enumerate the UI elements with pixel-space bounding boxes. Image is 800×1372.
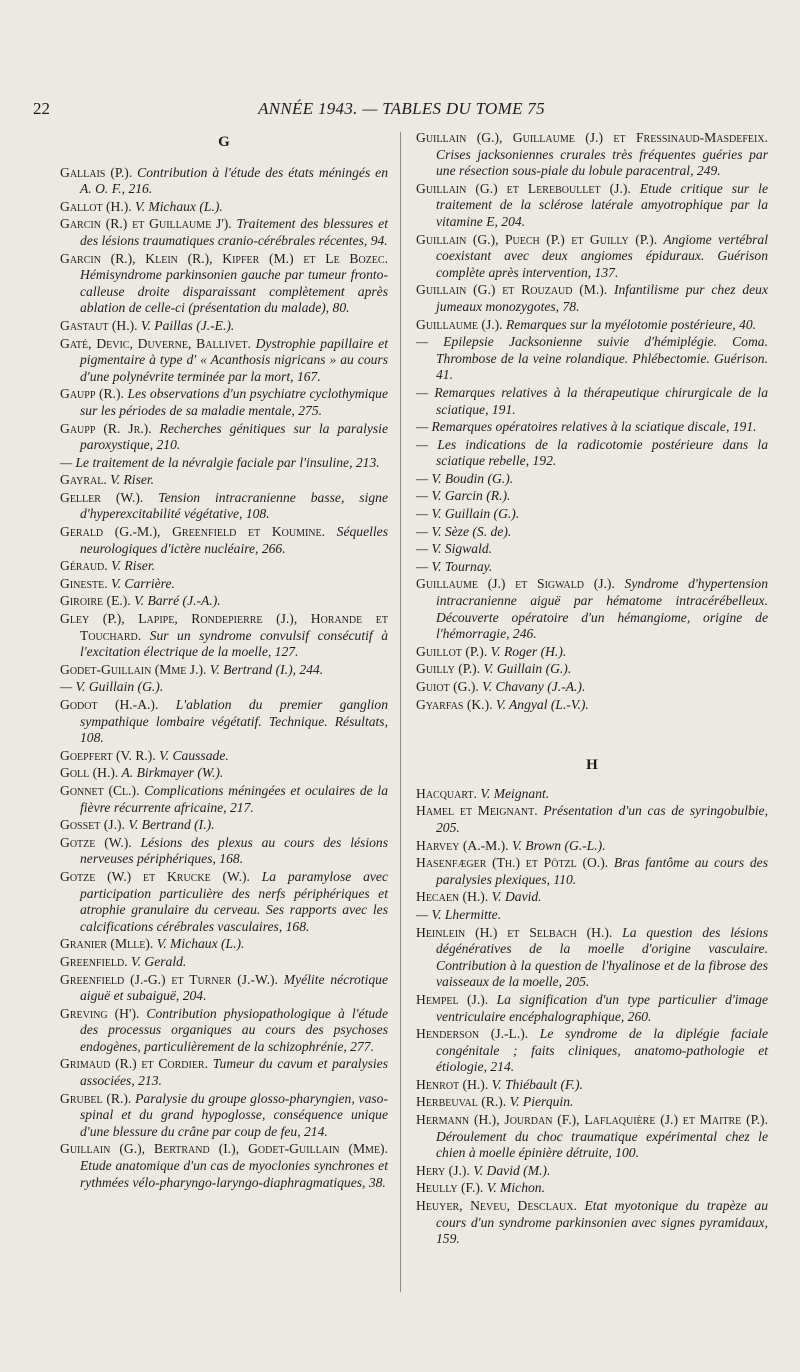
- entry-title: Sur un syndrome convulsif consécutif à l'excitation électrique de la moelle, 127.: [80, 627, 388, 660]
- index-entry: [60, 662, 388, 679]
- index-entry: [60, 817, 388, 834]
- index-entry: [60, 318, 388, 335]
- entry-author: Godet-Guillain (Mme J.).: [60, 661, 207, 677]
- entry-author: Goll (H.).: [60, 765, 119, 781]
- entry-title: Contribution à l'étude des états méningés en A. O. F., 216.: [80, 164, 389, 197]
- index-entry: [60, 251, 388, 317]
- entry-title: V. Angyal (L.-V.).: [492, 696, 589, 712]
- entry-title: Infantilisme pur chez deux jumeaux monozygotes, 78.: [436, 282, 768, 314]
- index-entry: [60, 748, 388, 765]
- section-letter-h: H: [586, 757, 598, 774]
- entry-author: Gotze (W.).: [60, 834, 132, 850]
- entry-author: Gaupp (R.).: [60, 386, 124, 402]
- entry-title: V. Meignant.: [476, 785, 550, 801]
- entry-title: V. Paillas (J.-E.).: [137, 317, 235, 333]
- entry-author: Guillain (G.), Puech (P.) et Guilly (P.).: [416, 231, 658, 247]
- entry-author: Henderson (J.-L.).: [416, 1026, 529, 1042]
- entry-title: V. Michon.: [483, 1180, 545, 1196]
- index-entry: [416, 1026, 768, 1076]
- entry-author: Granier (Mlle).: [60, 936, 154, 952]
- entry-title: — V. Garcin (R.).: [416, 488, 511, 504]
- entry-title: — V. Boudin (G.).: [416, 470, 514, 486]
- entry-title: La signification d'un type particulier d'image ventriculaire encéphalographique, 260.: [436, 991, 768, 1024]
- index-entry: [60, 936, 388, 953]
- index-entry: [416, 855, 768, 888]
- index-entry: [60, 835, 388, 868]
- index-entry: [416, 1094, 768, 1111]
- index-entry: [60, 165, 388, 198]
- entry-title: — V. Guillain (G.).: [416, 506, 520, 522]
- entry-title: V. Michaux (L.).: [153, 936, 245, 952]
- index-entry: [416, 385, 768, 418]
- entry-title: V. Gerald.: [127, 953, 187, 969]
- entry-author: Garcin (R.), Klein (R.), Kipfer (M.) et Le Bozec.: [60, 250, 388, 266]
- left-entries: [60, 165, 388, 1192]
- right-entries-g: [416, 130, 768, 713]
- index-entry: [416, 232, 768, 282]
- entry-author: Hacquart.: [416, 785, 477, 801]
- index-entry: [60, 216, 388, 249]
- entry-title: La paramylose avec participation particulière des nerfs périphériques et atrophie granulaire du cerveau. Ses rapports avec les calcifications cérébrales vasculaires, 168.: [80, 868, 388, 934]
- entry-title: — Remarques relatives à la thérapeutique chirurgicale de la sciatique, 191.: [416, 384, 768, 417]
- entry-author: Guillain (G.) et Rouzaud (M.).: [416, 282, 608, 298]
- entry-author: Harvey (A.-M.).: [416, 837, 509, 853]
- entry-author: Hamel et Meignant.: [416, 803, 538, 819]
- entry-title: V. David (M.).: [469, 1162, 551, 1178]
- index-entry: [416, 838, 768, 855]
- entry-title: L'ablation du premier ganglion sympathique lombaire végétatif. Technique. Résultats, 108.: [80, 697, 388, 746]
- entry-author: Goepfert (V. R.).: [60, 747, 156, 763]
- entry-title: A. Birkmayer (W.).: [118, 765, 224, 781]
- entry-title: Le syndrome de la diplégie faciale congénitale ; faits cliniques, anatomo-pathologie et étiologie, 214.: [436, 1026, 769, 1075]
- index-entry: [60, 558, 388, 575]
- index-entry: [416, 992, 768, 1025]
- entry-title: V. David.: [488, 889, 542, 905]
- entry-author: Guillain (G.), Guillaume (J.) et Fressinaud-Masdefeix.: [416, 130, 768, 145]
- index-entry: [416, 1198, 768, 1248]
- entry-title: V. Riser.: [107, 558, 156, 574]
- page-header: [33, 99, 770, 125]
- entry-title: — Le traitement de la névralgie faciale par l'insuline, 213.: [60, 454, 380, 470]
- entry-title: V. Bertrand (I.).: [124, 817, 215, 833]
- index-entry: [416, 925, 768, 991]
- entry-title: Etude critique sur le traitement de la sclérose latérale amyotrophique par la vitamine E, 204.: [436, 180, 768, 229]
- entry-title: V. Caussade.: [155, 747, 229, 763]
- running-title: ANNÉE 1943. — TABLES DU TOME 75: [258, 99, 545, 118]
- entry-title: V. Roger (H.).: [487, 643, 567, 659]
- entry-title: V. Riser.: [106, 472, 155, 488]
- entry-title: Remarques sur la myélotomie postérieure, 40.: [502, 316, 757, 332]
- index-entry: [416, 437, 768, 470]
- index-entry: [60, 1056, 388, 1089]
- entry-author: Guillaume (J.) et Sigwald (J.).: [416, 576, 615, 592]
- index-entry: [416, 559, 768, 576]
- index-entry: [416, 786, 768, 803]
- index-entry: [60, 1141, 388, 1191]
- index-entry: [60, 336, 388, 386]
- index-entry: [60, 1006, 388, 1056]
- entry-title: Déroulement du choc traumatique expérimental chez le chien à moelle épinière détruite, 100.: [436, 1128, 768, 1161]
- entry-author: Gaupp (R. Jr.).: [60, 420, 152, 436]
- entry-author: Gallais (P.).: [60, 164, 133, 180]
- entry-title: Etude anatomique d'un cas de myoclonies synchrones et rythmées vélo-pharyngo-laryngo-diaphragmatiques, 38.: [80, 1158, 388, 1190]
- index-entry: [60, 386, 388, 419]
- entry-title: — Les indications de la radicotomie postérieure dans la sciatique rebelle, 192.: [416, 436, 768, 469]
- index-entry: [60, 1091, 388, 1141]
- entry-author: Hempel (J.).: [416, 991, 489, 1007]
- index-entry: [60, 421, 388, 454]
- entry-title: V. Barré (J.-A.).: [130, 593, 221, 609]
- entry-title: V. Michaux (L.).: [131, 198, 223, 214]
- entry-author: Hermann (H.), Jourdan (F.), Laflaquière (J.) et Maitre (P.).: [416, 1112, 768, 1128]
- index-entry: [60, 576, 388, 593]
- index-entry: [60, 954, 388, 971]
- index-entry: [416, 803, 768, 836]
- entry-title: La question des lésions dégénératives de la moelle d'origine vasculaire. Contribution à la question de l'hyalinose et de la fibrose des vaisseaux de la moelle, 205.: [436, 924, 768, 990]
- index-entry: [60, 472, 388, 489]
- entry-title: Contribution physiopathologique à l'étude des processus organiques au cours des psychoses endogènes, particulièrement de la schizophrénie, 277.: [80, 1005, 388, 1054]
- index-entry: [416, 907, 768, 924]
- entry-author: Gonnet (Cl.).: [60, 782, 140, 798]
- entry-author: Hasenfæger (Th.) et Pötzl (O.).: [416, 855, 609, 871]
- index-entry: [60, 524, 388, 557]
- index-entry: [416, 471, 768, 488]
- index-entry: [60, 869, 388, 935]
- entry-author: Guillaume (J.).: [416, 316, 503, 332]
- index-entry: [416, 644, 768, 661]
- entry-author: Heinlein (H.) et Selbach (H.).: [416, 924, 613, 940]
- entry-author: Greenfield (J.-G.) et Turner (J.-W.).: [60, 971, 278, 987]
- index-entry: [60, 611, 388, 661]
- entry-title: — V. Sigwald.: [416, 541, 493, 557]
- entry-author: Guillain (G.), Bertrand (I.), Godet-Guillain (Mme).: [60, 1141, 388, 1157]
- index-entry: [416, 130, 768, 180]
- entry-author: Guiot (G.).: [416, 679, 479, 694]
- entry-title: V. Thiébault (F.).: [488, 1076, 583, 1092]
- entry-title: Présentation d'un cas de syringobulbie, 205.: [436, 803, 768, 835]
- index-entry: [416, 679, 768, 696]
- index-entry: [416, 282, 768, 315]
- entry-title: Bras fantôme au cours des paralysies plexiques, 110.: [436, 855, 769, 887]
- index-entry: [416, 181, 768, 231]
- entry-title: V. Brown (G.-L.).: [508, 837, 606, 853]
- index-entry: [416, 661, 768, 678]
- entry-author: Geller (W.).: [60, 489, 144, 505]
- entry-title: V. Guillain (G.).: [480, 661, 572, 677]
- entry-author: Giroire (E.).: [60, 593, 131, 609]
- entry-title: Les observations d'un psychiatre cyclothymique sur les périodes de sa maladie mentale, 275.: [80, 386, 388, 418]
- index-entry: [416, 524, 768, 541]
- entry-title: Crises jacksoniennes crurales très fréquentes guéries par une résection sous-piale du lobule paracentral, 249.: [436, 146, 768, 179]
- index-entry: [60, 593, 388, 610]
- index-entry: [416, 576, 768, 642]
- entry-title: — V. Lhermitte.: [416, 906, 502, 922]
- left-column: [60, 130, 388, 1192]
- entry-author: Géraud.: [60, 558, 108, 574]
- entry-title: Syndrome d'hypertension intracranienne aiguë par hématome intracérébelleux. Découverte opératoire d'un hémangiome, origine de l'hémorragie, 246.: [436, 576, 769, 642]
- entry-title: — V. Guillain (G.).: [60, 679, 164, 695]
- entry-title: Tension intracranienne basse, signe d'hyperexcitabilité végétative, 108.: [80, 489, 388, 522]
- entry-title: Myélite nécrotique aiguë et subaiguë, 204.: [80, 971, 388, 1004]
- entry-author: Garcin (R.) et Guillaume J').: [60, 216, 232, 232]
- entry-title: Complications méningées et oculaires de la fièvre récurrente africaine, 217.: [80, 782, 388, 815]
- entry-title: Recherches génitiques sur la paralysie paroxystique, 210.: [80, 420, 388, 453]
- entry-title: V. Bertrand (I.), 244.: [206, 661, 324, 677]
- entry-title: — Epilepsie Jacksonienne suivie d'hémiplégie. Coma. Thrombose de la veine rolandique. Phlébectomie. Guérison. 41.: [416, 334, 768, 383]
- entry-title: Etat myotonique du trapèze au cours d'un syndrome parkinsonien avec signes pyramidaux, 159.: [436, 1198, 769, 1247]
- index-entry: [416, 889, 768, 906]
- entry-author: Gyarfas (K.).: [416, 696, 493, 712]
- index-entry: [416, 317, 768, 334]
- entry-title: Traitement des blessures et des lésions traumatiques cranio-cérébrales récentes, 94.: [80, 216, 388, 248]
- index-entry: [60, 765, 388, 782]
- index-entry: [416, 1077, 768, 1094]
- entry-title: — V. Sèze (S. de).: [416, 523, 512, 539]
- entry-title: Séquelles neurologiques d'ictère nucléaire, 266.: [80, 524, 388, 556]
- index-entry: [60, 490, 388, 523]
- index-entry: [416, 334, 768, 384]
- index-entry: [416, 1180, 768, 1197]
- entry-author: Guilly (P.).: [416, 661, 481, 677]
- right-column: [416, 130, 768, 1249]
- entry-author: Guillot (P.).: [416, 643, 488, 659]
- entry-title: Dystrophie papillaire et pigmentaire à type d' « Acanthosis nigricans » au cours d'une polynévrite terminée par la mort, 167.: [80, 335, 388, 384]
- entry-author: Heully (F.).: [416, 1180, 484, 1196]
- entry-author: Grimaud (R.) et Cordier.: [60, 1056, 208, 1072]
- entry-author: Herbeuval (R.).: [416, 1094, 507, 1110]
- entry-author: Gineste.: [60, 575, 108, 591]
- entry-title: — V. Tournay.: [416, 558, 493, 574]
- entry-author: Hery (J.).: [416, 1162, 470, 1178]
- index-entry: [60, 455, 388, 472]
- entry-author: Godot (H.-A.).: [60, 697, 159, 712]
- index-entry: [416, 1112, 768, 1162]
- index-entry: [416, 506, 768, 523]
- section-letter-g: G: [218, 134, 230, 150]
- index-entry: [60, 199, 388, 216]
- entry-title: — Remarques opératoires relatives à la sciatique discale, 191.: [416, 419, 757, 435]
- index-entry: [60, 679, 388, 696]
- entry-title: Tumeur du cavum et paralysies associées, 213.: [80, 1056, 388, 1089]
- entry-title: Lésions des plexus au cours des lésions nerveuses périphériques, 168.: [80, 834, 388, 867]
- entry-author: Gallot (H.).: [60, 198, 132, 214]
- entry-author: Gastaut (H.).: [60, 317, 138, 333]
- entry-author: Gaté, Devic, Duverne, Ballivet.: [60, 335, 251, 351]
- index-entry: [60, 783, 388, 816]
- entry-author: Guillain (G.) et Lereboullet (J.).: [416, 180, 631, 196]
- entry-title: Hémisyndrome parkinsonien gauche par tumeur fronto-calleuse droite disparaissant complètement après ablation de celle-ci (présentation du malade), 80.: [80, 267, 388, 316]
- column-divider: [400, 132, 401, 1292]
- entry-author: Gayral.: [60, 472, 107, 488]
- entry-author: Greenfield.: [60, 953, 128, 969]
- right-entries-h: [416, 786, 768, 1248]
- entry-title: Angiome vertébral coexistant avec deux angiomes épiduraux. Guérison complète après intervention, 137.: [436, 231, 768, 280]
- entry-author: Heuyer, Neveu, Desclaux.: [416, 1198, 577, 1214]
- entry-author: Gotze (W.) et Krucke (W.).: [60, 868, 250, 884]
- index-entry: [416, 697, 768, 714]
- entry-author: Grubel (R.).: [60, 1090, 132, 1106]
- entry-title: V. Pierquin.: [506, 1094, 574, 1110]
- entry-author: Henrot (H.).: [416, 1076, 489, 1092]
- entry-author: Hecaen (H.).: [416, 889, 489, 905]
- entry-title: V. Chavany (J.-A.).: [478, 679, 586, 694]
- page-number: 22: [33, 99, 50, 118]
- entry-author: Gosset (J.).: [60, 817, 125, 833]
- index-entry: [60, 972, 388, 1005]
- index-entry: [416, 419, 768, 436]
- entry-author: Gerald (G.-M.), Greenfield et Koumine.: [60, 524, 326, 540]
- index-entry: [60, 697, 388, 747]
- entry-author: Greving (H').: [60, 1005, 140, 1021]
- entry-title: Paralysie du groupe glosso-pharyngien, vaso-spinal et du grand hypoglosse, conséquence unique d'une blessure du crâne par coup de feu, 214.: [80, 1090, 388, 1139]
- index-entry: [416, 488, 768, 505]
- index-entry: [416, 1163, 768, 1180]
- index-entry: [416, 541, 768, 558]
- entry-author: Gley (P.), Lapipe, Rondepierre (J.), Horande et Touchard.: [60, 611, 388, 643]
- entry-title: V. Carrière.: [107, 575, 175, 591]
